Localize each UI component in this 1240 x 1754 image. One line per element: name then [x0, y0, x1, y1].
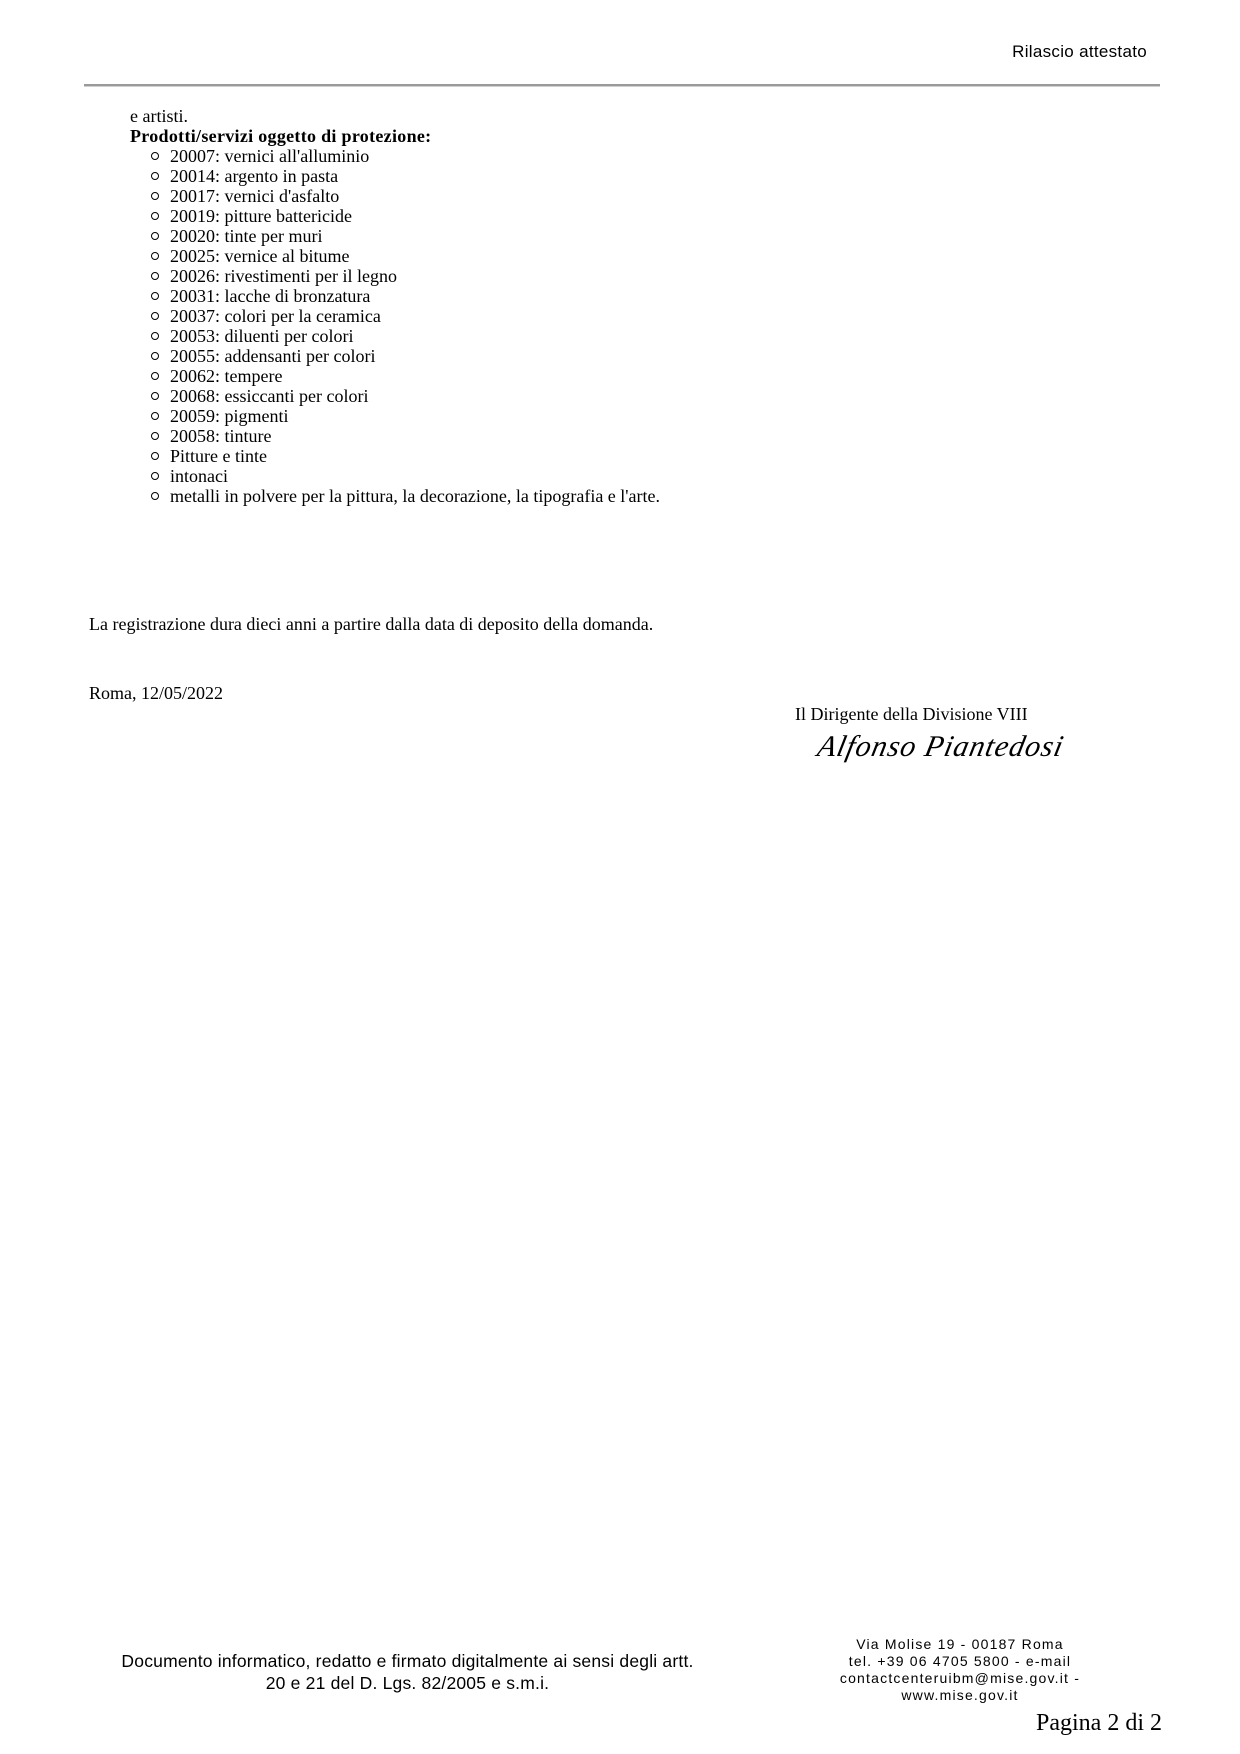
place-and-date: Roma, 12/05/2022: [89, 683, 223, 703]
page-number: Pagina 2 di 2: [1036, 1710, 1162, 1736]
footer-note-line: 20 e 21 del D. Lgs. 82/2005 e s.m.i.: [265, 1673, 550, 1693]
footer-website-link[interactable]: www.mise.gov.it: [901, 1687, 1019, 1703]
footer-address: Via Molise 19 - 00187 Roma: [856, 1636, 1064, 1652]
signer-title: Il Dirigente della Divisione VIII: [795, 704, 1028, 724]
footer-contact-block: [800, 1636, 1120, 1704]
list-item: 20025: vernice al bitume: [170, 246, 660, 266]
registration-duration-text: La registrazione dura dieci anni a partire dalla data di deposito della domanda.: [89, 614, 654, 634]
section-title: Prodotti/servizi oggetto di protezione:: [130, 126, 432, 146]
footer-email-link[interactable]: contactcenteruibm@mise.gov.it -: [839, 1670, 1081, 1686]
list-item: 20007: vernici all'alluminio: [170, 146, 660, 166]
list-item: 20037: colori per la ceramica: [170, 306, 660, 326]
document-body: [130, 106, 660, 506]
list-item: 20026: rivestimenti per il legno: [170, 266, 660, 286]
list-item: intonaci: [170, 466, 660, 486]
list-item: metalli in polvere per la pittura, la decorazione, la tipografia e l'arte.: [170, 486, 661, 506]
products-list: [130, 146, 660, 506]
list-item: 20017: vernici d'asfalto: [170, 186, 660, 206]
list-item: 20058: tinture: [170, 426, 660, 446]
list-item: 20062: tempere: [170, 366, 660, 386]
list-item: 20055: addensanti per colori: [170, 346, 660, 366]
list-item: 20020: tinte per muri: [170, 226, 660, 246]
handwritten-signature: Alfonso Piantedosi: [814, 730, 1068, 763]
header-divider: [84, 84, 1160, 86]
list-item: 20053: diluenti per colori: [170, 326, 660, 346]
lead-text: e artisti.: [130, 106, 188, 126]
list-item: 20014: argento in pasta: [170, 166, 660, 186]
list-item: 20068: essiccanti per colori: [170, 386, 660, 406]
list-item: 20031: lacche di bronzatura: [170, 286, 660, 306]
document-header-label: Rilascio attestato: [1012, 42, 1147, 61]
list-item: 20059: pigmenti: [170, 406, 660, 426]
list-item: 20019: pitture battericide: [170, 206, 660, 226]
footer-phone: tel. +39 06 4705 5800 - e-mail: [848, 1653, 1072, 1669]
footer-legal-note: [80, 1650, 735, 1694]
footer-note-line: Documento informatico, redatto e firmato digitalmente ai sensi degli artt.: [121, 1651, 694, 1671]
list-item: Pitture e tinte: [170, 446, 660, 466]
